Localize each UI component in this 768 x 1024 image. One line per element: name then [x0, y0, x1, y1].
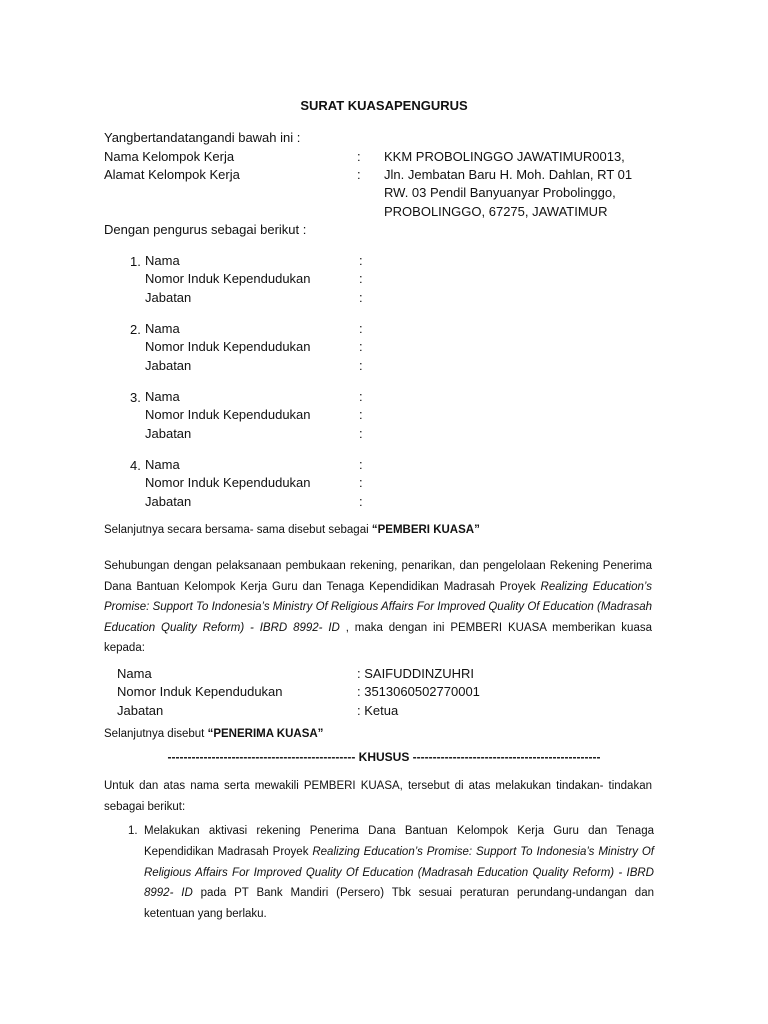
- colon: :: [359, 457, 363, 472]
- board-field-label: Nomor Induk Kependudukan: [145, 407, 311, 422]
- board-intro: Dengan pengurus sebagai berikut :: [104, 222, 307, 237]
- colon: :: [357, 149, 361, 164]
- group-name-label: Nama Kelompok Kerja: [104, 149, 235, 164]
- action-number: 1.: [128, 825, 138, 837]
- giver-label: “PEMBERI KUASA”: [371, 524, 480, 536]
- group-address-line: PROBOLINGGO, 67275, JAWATIMUR: [384, 204, 608, 219]
- colon: :: [359, 475, 363, 490]
- board-field-label: Nomor Induk Kependudukan: [145, 475, 311, 490]
- colon: :: [359, 271, 363, 286]
- board-number: 4.: [130, 458, 141, 473]
- board-field-label: Jabatan: [145, 290, 192, 305]
- board-number: 1.: [130, 254, 141, 269]
- colon: :: [359, 389, 363, 404]
- board-field-label: Jabatan: [145, 358, 192, 373]
- letter-title: SURAT KUASAPENGURUS: [300, 98, 468, 113]
- receiver-name-value: : SAIFUDDINZUHRI: [357, 666, 474, 681]
- group-address-line: RW. 03 Pendil Banyuanyar Probolinggo,: [384, 185, 616, 200]
- receiver-statement: [104, 728, 323, 740]
- special-intro: Untuk dan atas nama serta mewakili PEMBERI KUASA, tersebut di atas melakukan tindakan- tindakan sebagai berikut:: [104, 780, 652, 813]
- purpose-paragraph: [104, 556, 652, 659]
- colon: :: [359, 426, 363, 441]
- purpose-text: Sehubungan dengan pelaksanaan pembukaan rekening, penarikan, dan pengelolaan Rekening Penerima Dana Bantuan Kelompok Kerja Guru dan Tenaga Kependidikan Madrasah Proyek: [104, 560, 652, 593]
- colon: :: [359, 290, 363, 305]
- colon: :: [359, 253, 363, 268]
- board-field-label: Nomor Induk Kependudukan: [145, 271, 311, 286]
- board-field-label: Jabatan: [145, 426, 192, 441]
- board-field-label: Nama: [145, 253, 180, 268]
- group-address-label: Alamat Kelompok Kerja: [104, 167, 240, 182]
- purpose-text-end: , maka dengan ini PEMBERI KUASA memberikan kuasa kepada:: [104, 621, 652, 654]
- board-field-label: Nama: [145, 389, 180, 404]
- receiver-statement-text: Selanjutnya disebut: [104, 728, 208, 740]
- intro-text: Yangbertandatangandi bawah ini :: [104, 130, 301, 145]
- action-item: [128, 821, 654, 925]
- board-field-label: Nomor Induk Kependudukan: [145, 339, 311, 354]
- colon: :: [359, 339, 363, 354]
- board-field-label: Jabatan: [145, 494, 192, 509]
- group-address-line: Jln. Jembatan Baru H. Moh. Dahlan, RT 01: [384, 167, 633, 182]
- action-text: [128, 821, 654, 925]
- action-text-end: pada PT Bank Mandiri (Persero) Tbk sesuai peraturan perundang-undangan dan ketentuan yang berlaku.: [144, 887, 654, 921]
- receiver-position-label: Jabatan: [117, 703, 164, 718]
- project-name: Realizing Education’s Promise: Support To Indonesia’s Ministry Of Religious Affairs For Improved Quality Of Education (Madrasah Education Quality Reform) - IBRD 8992- ID: [104, 580, 652, 634]
- board-number: 2.: [130, 322, 141, 337]
- colon: :: [357, 167, 361, 182]
- action-project-name: Realizing Education’s Promise: Support To Indonesia’s Ministry Of Religious Affairs For Improved Quality Of Education (Madrasah Education Quality Reform) - IBRD 8992- ID: [144, 845, 654, 900]
- receiver-position-value: : Ketua: [357, 703, 399, 718]
- colon: :: [359, 407, 363, 422]
- colon: :: [359, 358, 363, 373]
- giver-statement-text: Selanjutnya secara bersama- sama disebut sebagai: [104, 524, 372, 536]
- giver-statement: [104, 524, 480, 536]
- khusus-divider: ----------------------------------------------- KHUSUS -----------------------------------------------: [167, 750, 601, 764]
- receiver-nik-value: : 3513060502770001: [357, 684, 480, 699]
- colon: :: [359, 321, 363, 336]
- group-name-value: KKM PROBOLINGGO JAWATIMUR0013,: [384, 149, 625, 164]
- receiver-nik-label: Nomor Induk Kependudukan: [117, 684, 283, 699]
- action-text-start: Melakukan aktivasi rekening Penerima Dana Bantuan Kelompok Kerja Guru dan Tenaga Kependidikan Madrasah Proyek: [144, 825, 654, 858]
- receiver-label: “PENERIMA KUASA”: [207, 728, 324, 740]
- board-field-label: Nama: [145, 321, 180, 336]
- board-field-label: Nama: [145, 457, 180, 472]
- colon: :: [359, 494, 363, 509]
- board-number: 3.: [130, 390, 141, 405]
- receiver-name-label: Nama: [117, 666, 152, 681]
